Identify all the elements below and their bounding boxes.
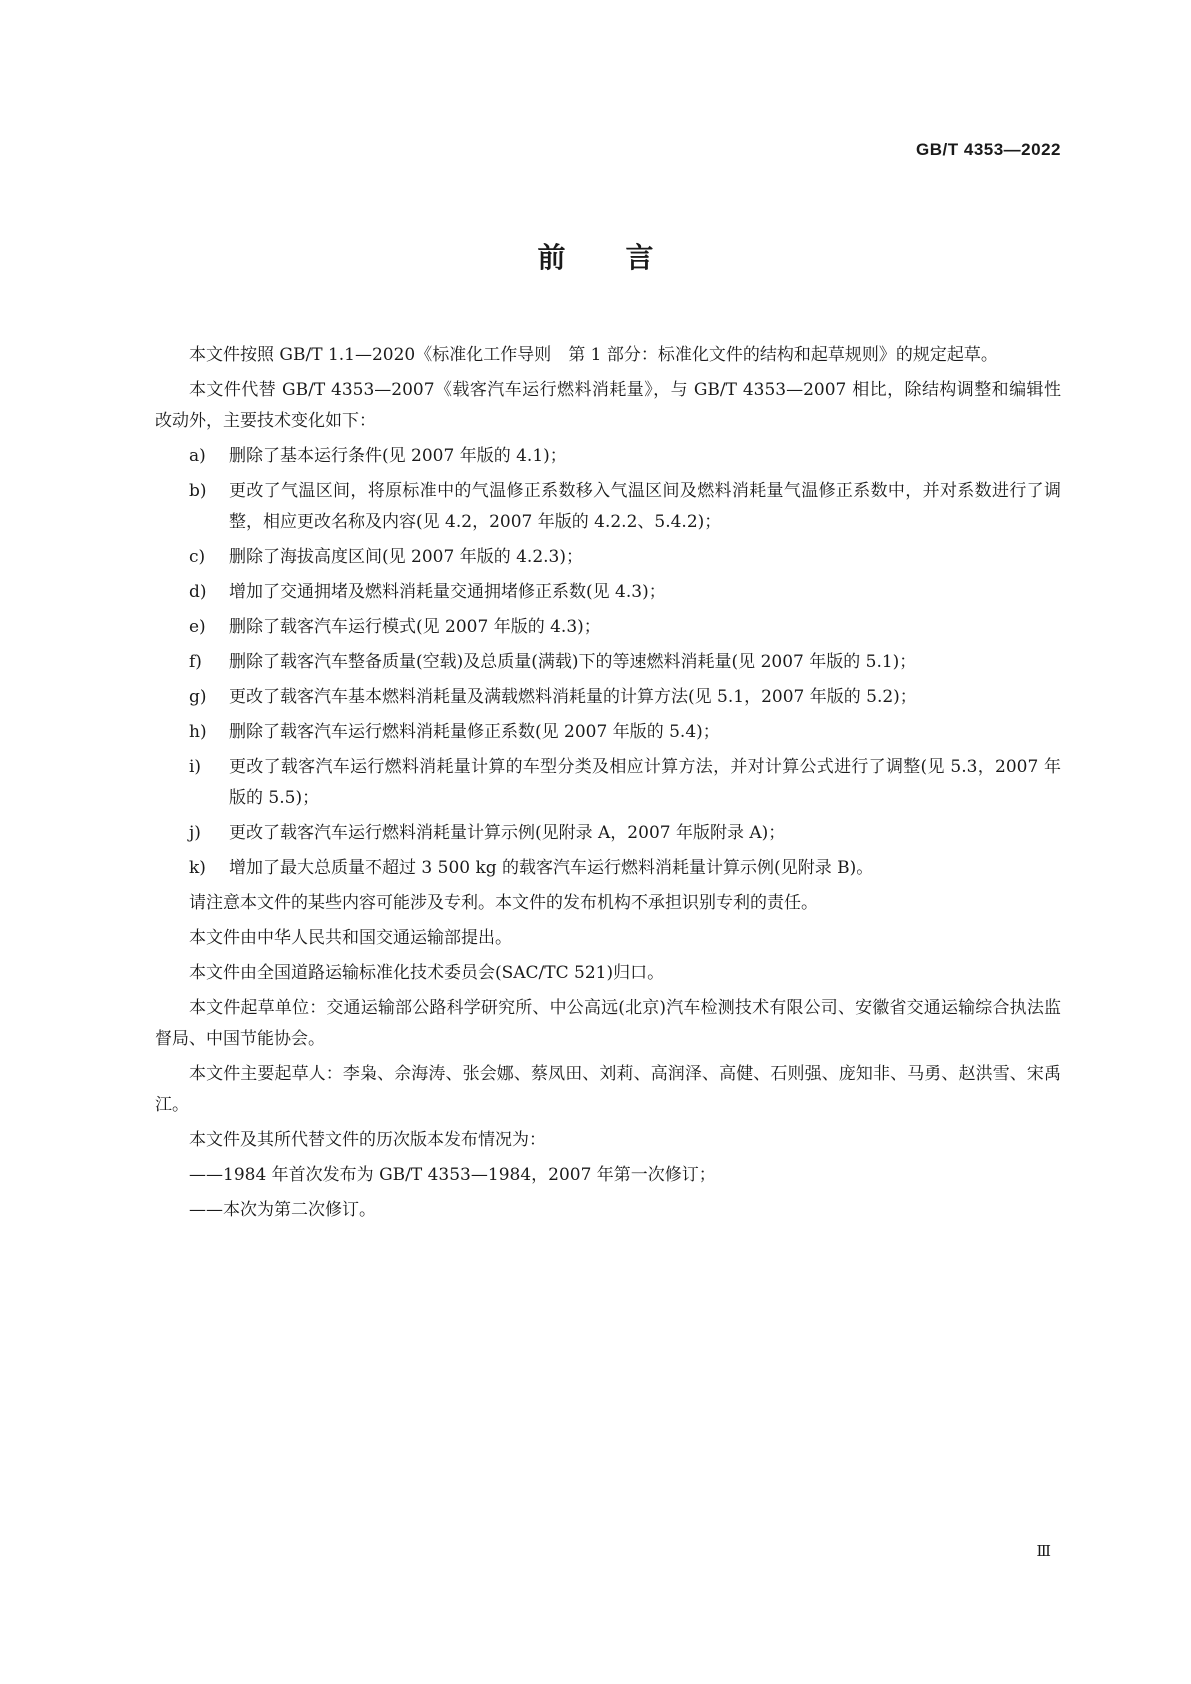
list-item bbox=[155, 682, 1061, 713]
list-marker: d) bbox=[189, 582, 207, 602]
list-text: 更改了载客汽车运行燃料消耗量计算的车型分类及相应计算方法，并对计算公式进行了调整(见 5.3，2007 年版的 5.5)； bbox=[229, 757, 1061, 808]
list-text: 增加了交通拥堵及燃料消耗量交通拥堵修正系数(见 4.3)； bbox=[229, 582, 666, 602]
paragraph: 本文件起草单位：交通运输部公路科学研究所、中公高远(北京)汽车检测技术有限公司、安徽省交通运输综合执法监督局、中国节能协会。 bbox=[155, 998, 1061, 1049]
list-marker: i) bbox=[189, 757, 202, 777]
list-item bbox=[155, 577, 1061, 608]
list-marker: b) bbox=[189, 481, 207, 501]
paragraph: 请注意本文件的某些内容可能涉及专利。本文件的发布机构不承担识别专利的责任。 bbox=[189, 893, 818, 913]
list-marker: a) bbox=[189, 446, 206, 466]
list-marker: e) bbox=[189, 617, 206, 637]
page-title: 前言 bbox=[537, 241, 714, 274]
paragraph: 本文件及其所代替文件的历次版本发布情况为： bbox=[189, 1130, 546, 1150]
list-item bbox=[155, 647, 1061, 678]
list-item bbox=[155, 542, 1061, 573]
document-code: GB/T 4353—2022 bbox=[916, 140, 1061, 159]
history-item: ——1984 年首次发布为 GB/T 4353—1984，2007 年第一次修订； bbox=[189, 1165, 716, 1185]
list-text: 删除了基本运行条件(见 2007 年版的 4.1)； bbox=[229, 446, 567, 466]
list-item bbox=[155, 476, 1061, 538]
list-text: 删除了载客汽车运行燃料消耗量修正系数(见 2007 年版的 5.4)； bbox=[229, 722, 720, 742]
list-text: 删除了载客汽车整备质量(空载)及总质量(满载)下的等速燃料消耗量(见 2007 年版的 5.1)； bbox=[229, 652, 917, 672]
paragraph: 本文件由中华人民共和国交通运输部提出。 bbox=[189, 928, 512, 948]
list-marker: g) bbox=[189, 687, 207, 707]
list-item bbox=[155, 853, 1061, 884]
paragraph: 本文件主要起草人：李枭、佘海涛、张会娜、蔡凤田、刘莉、高润泽、高健、石则强、庞知非、马勇、赵洪雪、宋禹江。 bbox=[155, 1064, 1061, 1115]
list-item bbox=[155, 818, 1061, 849]
list-marker: j) bbox=[189, 823, 201, 843]
list-marker: c) bbox=[189, 547, 206, 567]
paragraph: 本文件代替 GB/T 4353—2007《载客汽车运行燃料消耗量》，与 GB/T 4353—2007 相比，除结构调整和编辑性改动外，主要技术变化如下： bbox=[155, 380, 1061, 431]
list-text: 增加了最大总质量不超过 3 500 kg 的载客汽车运行燃料消耗量计算示例(见附录 B)。 bbox=[229, 858, 874, 878]
list-marker: h) bbox=[189, 722, 207, 742]
document-body bbox=[155, 340, 1061, 1230]
list-marker: f) bbox=[189, 652, 202, 672]
list-item bbox=[155, 752, 1061, 814]
list-marker: k) bbox=[189, 858, 206, 878]
paragraph: 本文件由全国道路运输标准化技术委员会(SAC/TC 521)归口。 bbox=[189, 963, 665, 983]
list-item bbox=[155, 717, 1061, 748]
list-item bbox=[155, 441, 1061, 472]
list-text: 更改了载客汽车基本燃料消耗量及满载燃料消耗量的计算方法(见 5.1，2007 年版的 5.2)； bbox=[229, 687, 917, 707]
list-text: 更改了气温区间，将原标准中的气温修正系数移入气温区间及燃料消耗量气温修正系数中，并对系数进行了调整，相应更改名称及内容(见 4.2，2007 年版的 4.2.2、5.4.2)； bbox=[229, 481, 1061, 532]
list-text: 删除了载客汽车运行模式(见 2007 年版的 4.3)； bbox=[229, 617, 601, 637]
list-text: 删除了海拔高度区间(见 2007 年版的 4.2.3)； bbox=[229, 547, 583, 567]
page-number: Ⅲ bbox=[1036, 1542, 1051, 1560]
list-item bbox=[155, 612, 1061, 643]
history-item: ——本次为第二次修订。 bbox=[189, 1200, 376, 1220]
list-text: 更改了载客汽车运行燃料消耗量计算示例(见附录 A，2007 年版附录 A)； bbox=[229, 823, 786, 843]
paragraph: 本文件按照 GB/T 1.1—2020《标准化工作导则 第 1 部分：标准化文件的结构和起草规则》的规定起草。 bbox=[189, 345, 998, 365]
